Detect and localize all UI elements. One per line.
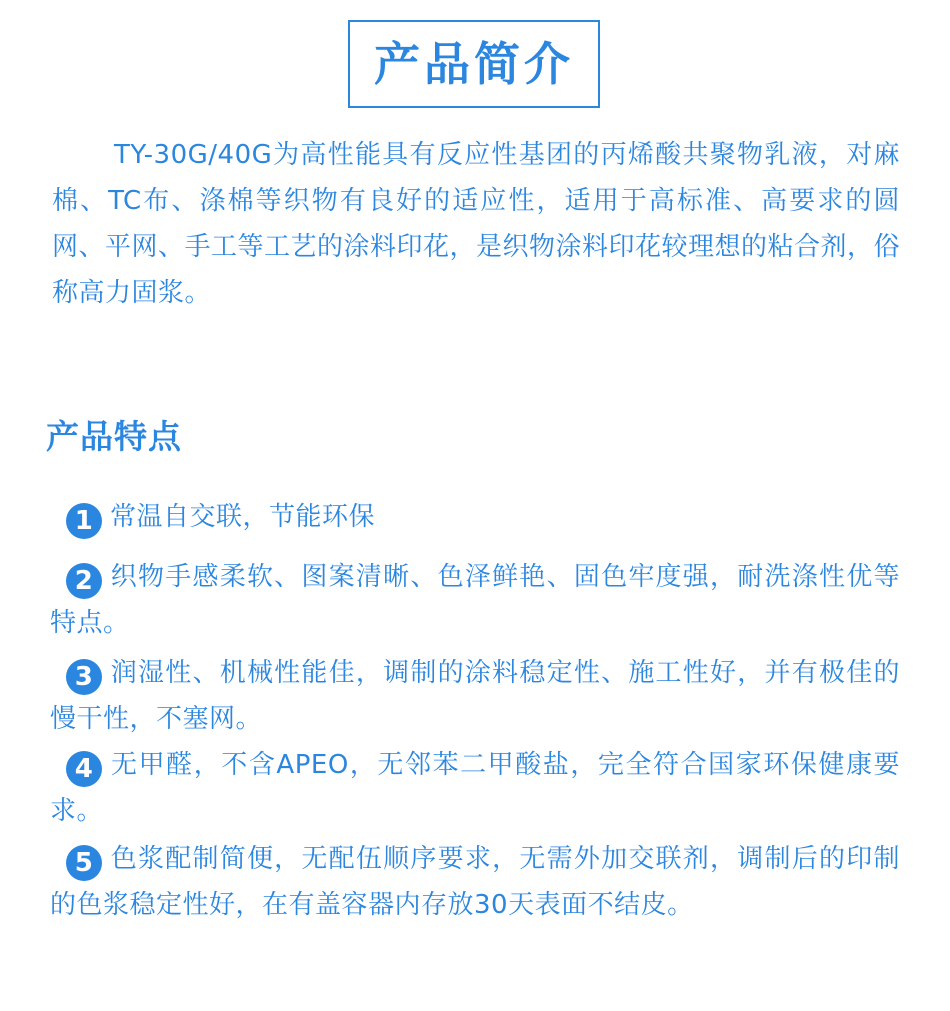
features-heading: 产品特点: [46, 417, 182, 456]
features-list: [50, 494, 900, 928]
number-3-icon: 3: [66, 659, 102, 695]
feature-text: 无甲醛，不含APEO，无邻苯二甲酸盐，完全符合国家环保健康要求。: [50, 750, 900, 826]
feature-item: [50, 494, 900, 540]
title-box: [348, 20, 600, 108]
feature-text: 织物手感柔软、图案清晰、色泽鲜艳、固色牢度强，耐洗涤性优等特点。: [50, 562, 900, 638]
feature-text: 润湿性、机械性能佳，调制的涂料稳定性、施工性好，并有极佳的慢干性，不塞网。: [50, 658, 900, 734]
page-title: 产品简介: [374, 37, 574, 91]
number-1-icon: 1: [66, 503, 102, 539]
feature-item: [50, 742, 900, 834]
feature-item: [50, 554, 900, 646]
feature-text: 常温自交联，节能环保: [110, 502, 376, 532]
feature-item: [50, 650, 900, 742]
feature-item: [50, 836, 900, 928]
number-4-icon: 4: [66, 751, 102, 787]
number-5-icon: 5: [66, 845, 102, 881]
number-2-icon: 2: [66, 563, 102, 599]
feature-text: 色浆配制简便，无配伍顺序要求，无需外加交联剂，调制后的印制的色浆稳定性好，在有盖容器内存放30天表面不结皮。: [50, 844, 900, 920]
intro-paragraph: TY-30G/40G为高性能具有反应性基团的丙烯酸共聚物乳液，对麻棉、TC布、涤棉等织物有良好的适应性，适用于高标准、高要求的圆网、平网、手工等工艺的涂料印花，是织物涂料印花较理想的粘合剂，俗称高力固浆。: [52, 140, 901, 308]
